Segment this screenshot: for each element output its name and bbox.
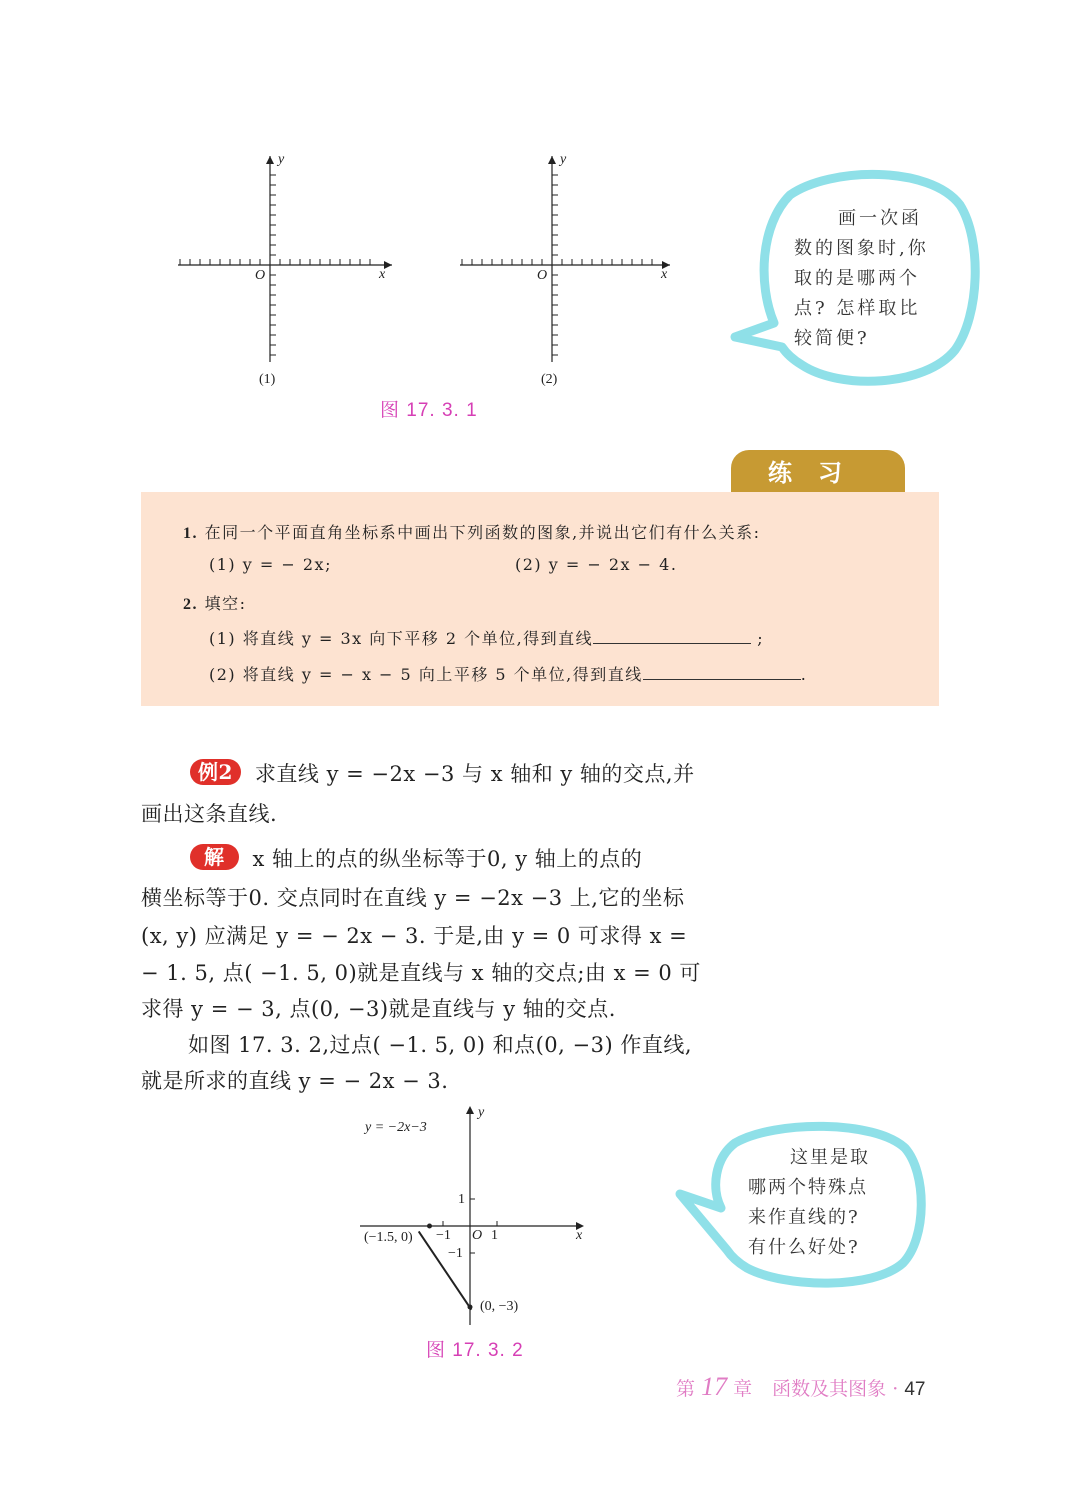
chapter-suffix: 章 [733, 1378, 753, 1400]
panel-1-label: (1) [259, 372, 276, 387]
fig2-origin: O [472, 1228, 483, 1243]
example-2-text-1: 求直线 y = −2x −3 与 x 轴和 y 轴的交点,并 [254, 762, 695, 786]
bubble-2-line: 有什么好处? [748, 1237, 860, 1258]
solution-badge: 解 [190, 844, 239, 870]
solution-line-2: 横坐标等于0. 交点同时在直线 y = −2x −3 上,它的坐标 [141, 886, 685, 910]
bubble-1-line: 取的是哪两个 [794, 268, 920, 289]
q2-part-b-end: . [800, 665, 808, 684]
fig2-x-label: x [576, 1228, 583, 1243]
solution-text-1: x 轴上的点的纵坐标等于0, y 轴上的点的 [252, 847, 643, 871]
solution-line-7: 就是所求的直线 y = − 2x − 3. [141, 1069, 449, 1093]
bubble-2-text [748, 1143, 888, 1263]
fig2-point-b-label: (0, −3) [480, 1299, 519, 1314]
q1-number: 1. [183, 525, 198, 542]
panel-2-label: (2) [541, 372, 558, 387]
example-2-line-2: 画出这条直线. [141, 802, 278, 826]
bubble-1-text [794, 204, 934, 354]
solution-line-1 [190, 843, 642, 873]
fig2-tick-y-pos: 1 [458, 1192, 465, 1207]
fig2-point-a-label: (−1.5, 0) [364, 1230, 413, 1245]
q1-part-b: (2) y = − 2x − 4. [515, 555, 678, 574]
chapter-number: 17 [701, 1372, 728, 1401]
point-neg1-5-0 [427, 1224, 432, 1229]
example-2-line-1 [190, 758, 695, 788]
panel-1-x-label: x [379, 267, 386, 282]
panel-1-y-label: y [278, 152, 285, 167]
solution-line-6: 如图 17. 3. 2,过点( −1. 5, 0) 和点(0, −3) 作直线, [188, 1033, 693, 1057]
fig2-tick-x-pos: 1 [491, 1228, 498, 1243]
q1-part-a: (1) y = − 2x; [209, 555, 332, 574]
q2-part-a [209, 626, 764, 649]
chapter-title: 函数及其图象 · [772, 1378, 899, 1400]
q2-part-a-text: (1) 将直线 y = 3x 向下平移 2 个单位,得到直线 [209, 629, 594, 648]
exercise-q2 [183, 591, 247, 614]
bubble-2-line: 这里是取 [790, 1147, 870, 1168]
bubble-1-line: 点? 怎样取比 [794, 298, 921, 319]
bubble-1-line: 画一次函 [838, 208, 922, 229]
exercise-q1 [183, 520, 761, 543]
q2-part-a-blank[interactable] [593, 627, 751, 644]
solution-line-5: 求得 y = − 3, 点(0, −3)就是直线与 y 轴的交点. [141, 997, 616, 1021]
bubble-1-line: 较简便? [794, 328, 870, 349]
fig2-tick-y-neg: −1 [448, 1246, 463, 1261]
exercise-box [141, 492, 939, 706]
example-badge: 例2 [190, 759, 241, 785]
page-footer [676, 1372, 925, 1402]
figure-2-caption: 图 17. 3. 2 [426, 1340, 524, 1361]
bubble-2-line: 来作直线的? [748, 1207, 860, 1228]
solution-line-4: − 1. 5, 点( −1. 5, 0)就是直线与 x 轴的交点;由 x = 0 可 [141, 961, 701, 985]
q2-part-b-text: (2) 将直线 y = − x − 5 向上平移 5 个单位,得到直线 [209, 665, 643, 684]
bubble-1-line: 数的图象时,你 [794, 238, 929, 259]
fig2-line-label: y = −2x−3 [365, 1120, 427, 1135]
q1-text: 在同一个平面直角坐标系中画出下列函数的图象,并说出它们有什么关系: [204, 523, 761, 542]
q2-part-b [209, 662, 807, 685]
solution-line-3: (x, y) 应满足 y = − 2x − 3. 于是,由 y = 0 可求得 x = [141, 924, 688, 948]
bubble-2-line: 哪两个特殊点 [748, 1177, 868, 1198]
q2-part-b-blank[interactable] [643, 663, 801, 680]
panel-1-origin: O [255, 268, 266, 283]
figure-17-3-1-panel-1 [170, 150, 400, 400]
page-number: 47 [904, 1379, 926, 1400]
fig2-y-axis-arrow [466, 1106, 474, 1114]
q2-number: 2. [183, 596, 198, 613]
q2-part-a-end: ; [757, 629, 765, 648]
q2-text: 填空: [204, 594, 247, 613]
point-0-neg3 [468, 1305, 473, 1310]
exercise-tab: 练习 [731, 450, 905, 494]
fig2-y-label: y [478, 1105, 485, 1120]
chapter-prefix: 第 [676, 1378, 696, 1400]
figure-17-3-1-panel-2 [452, 150, 682, 400]
panel-2-y-label: y [560, 152, 567, 167]
panel-2-origin: O [537, 268, 548, 283]
panel-2-x-label: x [661, 267, 668, 282]
fig2-tick-x-neg: −1 [436, 1228, 451, 1243]
figure-1-caption: 图 17. 3. 1 [380, 400, 478, 421]
